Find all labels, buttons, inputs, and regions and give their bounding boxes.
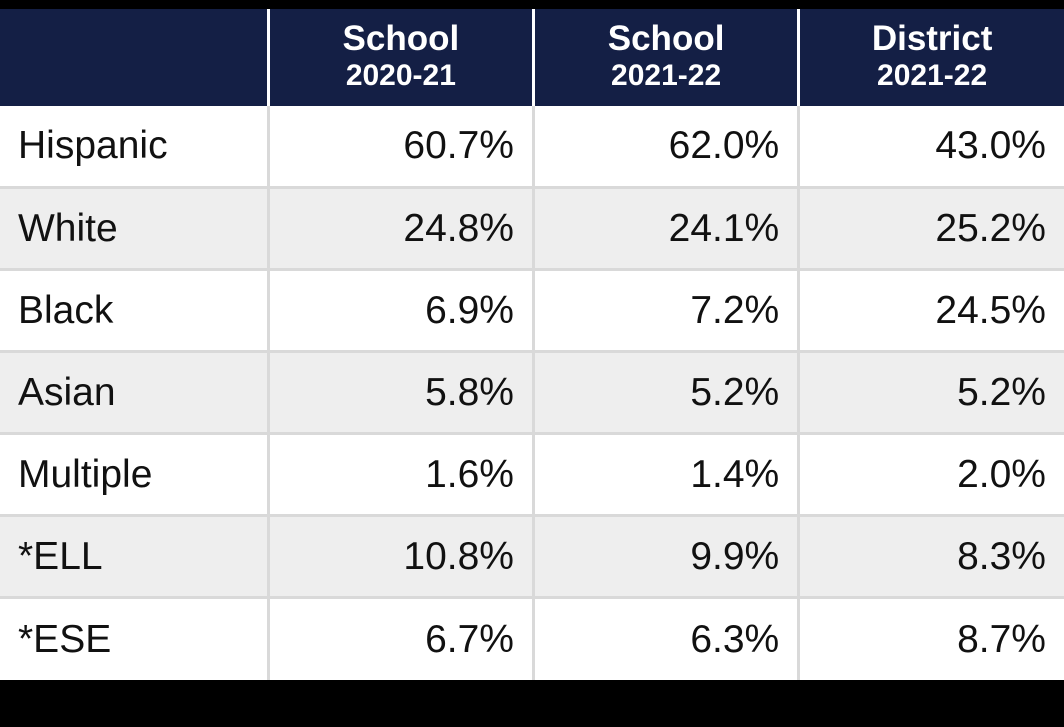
header-cell-school-2020-21-line1: School xyxy=(342,19,460,58)
cell-asian-district-2021-22: 5.2% xyxy=(799,352,1064,434)
header-cell-school-2021-22-line1: School xyxy=(607,19,725,58)
cell-black-school-2020-21: 6.9% xyxy=(268,270,533,352)
cell-asian-school-2020-21: 5.8% xyxy=(268,352,533,434)
cell-asian-school-2021-22: 5.2% xyxy=(533,352,798,434)
table-row xyxy=(0,598,1064,680)
cell-white-school-2020-21: 24.8% xyxy=(268,188,533,270)
table-body xyxy=(0,106,1064,680)
header-cell-school-2021-22-line2: 2021-22 xyxy=(611,59,722,93)
table-row xyxy=(0,352,1064,434)
cell-ell-district-2021-22: 8.3% xyxy=(799,516,1064,598)
header-cell-district-2021-22-line2: 2021-22 xyxy=(877,59,988,93)
cell-hispanic-district-2021-22: 43.0% xyxy=(799,106,1064,188)
table-row xyxy=(0,270,1064,352)
table-row xyxy=(0,516,1064,598)
header-cell-corner xyxy=(0,9,268,106)
table-row xyxy=(0,106,1064,188)
cell-white-school-2021-22: 24.1% xyxy=(533,188,798,270)
row-label-black: Black xyxy=(0,270,268,352)
cell-ell-school-2021-22: 9.9% xyxy=(533,516,798,598)
row-label-hispanic: Hispanic xyxy=(0,106,268,188)
header-cell-school-2021-22 xyxy=(533,9,798,106)
cell-hispanic-school-2020-21: 60.7% xyxy=(268,106,533,188)
header-row xyxy=(0,9,1064,106)
header-cell-district-2021-22 xyxy=(799,9,1064,106)
cell-multiple-school-2021-22: 1.4% xyxy=(533,434,798,516)
cell-black-district-2021-22: 24.5% xyxy=(799,270,1064,352)
cell-ese-school-2021-22: 6.3% xyxy=(533,598,798,680)
header-cell-school-2020-21 xyxy=(268,9,533,106)
row-label-ell: *ELL xyxy=(0,516,268,598)
cell-white-district-2021-22: 25.2% xyxy=(799,188,1064,270)
row-label-asian: Asian xyxy=(0,352,268,434)
cell-multiple-district-2021-22: 2.0% xyxy=(799,434,1064,516)
table-row xyxy=(0,188,1064,270)
demographics-table xyxy=(0,9,1064,680)
cell-black-school-2021-22: 7.2% xyxy=(533,270,798,352)
table-row xyxy=(0,434,1064,516)
cell-hispanic-school-2021-22: 62.0% xyxy=(533,106,798,188)
cell-ese-district-2021-22: 8.7% xyxy=(799,598,1064,680)
table-header xyxy=(0,9,1064,106)
header-cell-district-2021-22-line1: District xyxy=(871,19,993,58)
cell-multiple-school-2020-21: 1.6% xyxy=(268,434,533,516)
cell-ese-school-2020-21: 6.7% xyxy=(268,598,533,680)
row-label-white: White xyxy=(0,188,268,270)
row-label-ese: *ESE xyxy=(0,598,268,680)
header-cell-school-2020-21-line2: 2020-21 xyxy=(345,59,456,93)
cell-ell-school-2020-21: 10.8% xyxy=(268,516,533,598)
row-label-multiple: Multiple xyxy=(0,434,268,516)
